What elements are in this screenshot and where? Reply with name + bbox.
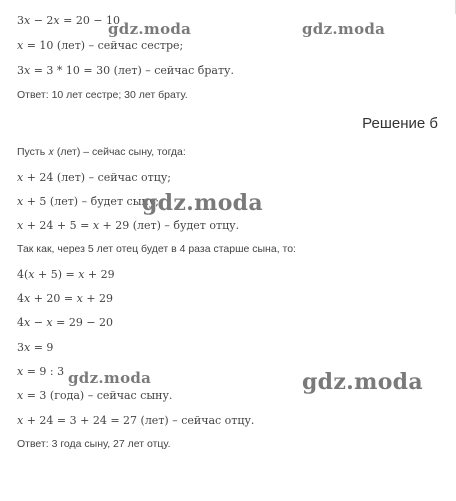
equation-line: 3𝑥 = 9: [17, 341, 54, 354]
watermark: gdz.moda: [108, 20, 192, 38]
text-line: 𝑥 + 24 (лет) – сейчас отцу;: [17, 171, 172, 184]
watermark: gdz.moda: [142, 190, 263, 216]
watermark: gdz.moda: [68, 369, 152, 387]
text-line: Пусть 𝑥 (лет) – сейчас сыну, тогда:: [17, 146, 186, 158]
answer-line: Ответ: 10 лет сестре; 30 лет брату.: [17, 89, 188, 101]
equation-line: 𝑥 = 9 : 3: [17, 365, 65, 378]
watermark: gdz.moda: [302, 20, 386, 38]
text-line: 𝑥 + 5 (лет) – будет сыну;: [17, 195, 159, 208]
equation-line: 4𝑥 + 20 = 𝑥 + 29: [17, 292, 114, 305]
result-line: 𝑥 = 10 (лет) – сейчас сестре;: [17, 39, 184, 52]
result-line: 𝑥 = 3 (года) – сейчас сыну.: [17, 389, 173, 402]
result-line: 𝑥 + 24 = 3 + 24 = 27 (лет) – сейчас отцу.: [17, 414, 255, 427]
text-line: 𝑥 + 24 + 5 = 𝑥 + 29 (лет) – будет отцу.: [17, 219, 240, 232]
text-line: Так как, через 5 лет отец будет в 4 раза старше сына, то:: [17, 243, 296, 255]
equation-line: 4(𝑥 + 5) = 𝑥 + 29: [17, 268, 115, 281]
section-heading: Решение б: [362, 115, 438, 132]
answer-line: Ответ: 3 года сыну, 27 лет отцу.: [17, 438, 171, 450]
equation-line: 3𝑥 − 2𝑥 = 20 − 10: [17, 14, 121, 27]
watermark: gdz.moda: [302, 369, 423, 395]
result-line: 3𝑥 = 3 * 10 = 30 (лет) – сейчас брату.: [17, 64, 235, 77]
equation-line: 4𝑥 − 𝑥 = 29 − 20: [17, 316, 114, 329]
